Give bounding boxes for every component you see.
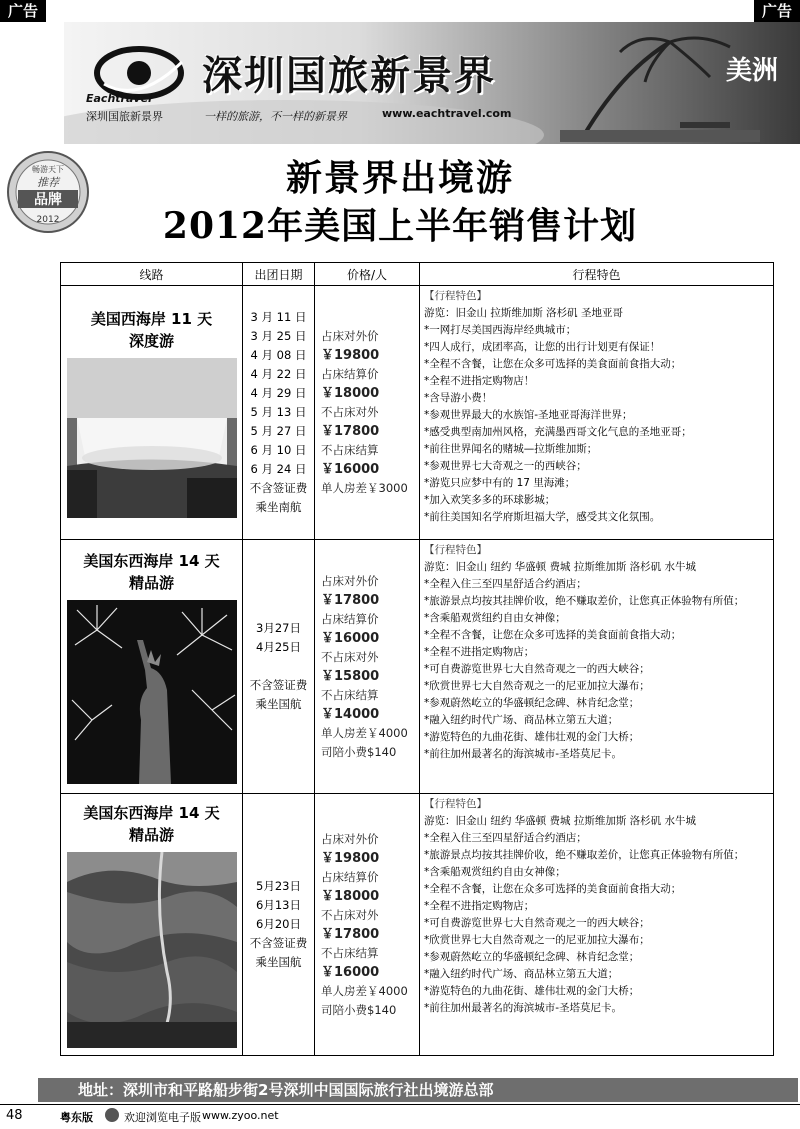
route-cell bbox=[61, 540, 243, 794]
ad-label-left: 广告 bbox=[0, 0, 46, 22]
departure-date: 5月23日 bbox=[256, 879, 301, 893]
feature-item: *融入纽约时代广场、商品林立第五大道； bbox=[424, 714, 619, 726]
route-name-line2: 精品游 bbox=[128, 825, 174, 844]
feature-item: *前往加州最著名的海滨城市-圣塔莫尼卡。 bbox=[424, 1002, 623, 1014]
price-label: 不占床结算 bbox=[321, 687, 379, 702]
feature-item: *一网打尽美国西海岸经典城市； bbox=[424, 324, 577, 336]
route-name-line1: 美国东西海岸 14 天 bbox=[83, 803, 220, 822]
departure-date: 3 月 25 日 bbox=[250, 329, 307, 343]
price-value: ￥19800 bbox=[321, 850, 380, 866]
feature-item: *全程不含餐，让您在众多可选择的美食面前食指大动； bbox=[424, 358, 682, 370]
features-cell bbox=[420, 286, 774, 540]
feature-item: *前往美国知名学府斯坦福大学，感受其文化氛围。 bbox=[424, 511, 661, 523]
departure-date: 6 月 24 日 bbox=[250, 462, 307, 476]
price-value: ￥16000 bbox=[321, 964, 380, 980]
departure-date: 5 月 13 日 bbox=[250, 405, 307, 419]
price-note: 司陪小费$140 bbox=[321, 1002, 397, 1017]
price-label: 不占床对外 bbox=[321, 907, 379, 922]
feature-item: *参观世界最大的水族馆-圣地亚哥海洋世界； bbox=[424, 409, 633, 421]
sales-plan-table bbox=[60, 262, 774, 1056]
feature-item: *前往世界闻名的赌城—拉斯维加斯； bbox=[424, 443, 598, 455]
airline-note: 乘坐南航 bbox=[255, 500, 302, 514]
feature-item: *含导游小费！ bbox=[424, 392, 493, 404]
price-label: 不占床结算 bbox=[321, 945, 379, 960]
feature-item: *欣赏世界七大自然奇观之一的尼亚加拉大瀑布； bbox=[424, 680, 650, 692]
visa-note: 不含签证费 bbox=[249, 936, 308, 950]
footer-url-link[interactable]: www.zyoo.net bbox=[202, 1109, 279, 1122]
price-value: ￥15800 bbox=[321, 668, 380, 684]
route-cell bbox=[61, 794, 243, 1056]
feature-item: *前往加州最著名的海滨城市-圣塔莫尼卡。 bbox=[424, 748, 623, 760]
route-name bbox=[61, 550, 242, 594]
visa-note: 不含签证费 bbox=[249, 678, 308, 692]
edition-label: 粤东版 bbox=[60, 1111, 93, 1124]
feature-item: *含乘船观赏纽约自由女神像； bbox=[424, 612, 566, 624]
departure-date: 6月20日 bbox=[256, 917, 301, 931]
price-label: 占床结算价 bbox=[321, 367, 379, 381]
feature-item: *可自费游览世界七大自然奇观之一的西大峡谷； bbox=[424, 663, 650, 675]
departure-date: 6 月 10 日 bbox=[250, 443, 307, 457]
footer-note: 欢迎浏览电子版 bbox=[124, 1111, 201, 1124]
price-label: 占床对外价 bbox=[321, 329, 379, 343]
edition-dot-icon bbox=[105, 1108, 119, 1122]
feature-item: *旅游景点均按其挂牌价收，绝不赚取差价，让您真正体验物有所值； bbox=[424, 595, 745, 607]
feature-item: *参观蔚然屹立的华盛顿纪念碑、林肯纪念堂； bbox=[424, 951, 640, 963]
badge-year: 2012 bbox=[36, 215, 60, 225]
column-header-dates: 出团日期 bbox=[243, 263, 315, 286]
features-header: 【行程特色】 bbox=[424, 798, 487, 810]
feature-item: *全程入住三至四星舒适合约酒店； bbox=[424, 578, 587, 590]
features-cell bbox=[420, 794, 774, 1056]
dates-cell bbox=[243, 794, 315, 1056]
table-row bbox=[61, 794, 774, 1056]
price-note: 司陪小费$140 bbox=[321, 744, 397, 759]
column-header-route: 线路 bbox=[61, 263, 243, 286]
feature-item: *全程不含餐，让您在众多可选择的美食面前食指大动； bbox=[424, 629, 682, 641]
brand-slogan: 一样的旅游，不一样的新景界 bbox=[204, 110, 347, 123]
feature-item: *可自费游览世界七大自然奇观之一的西大峡谷； bbox=[424, 917, 650, 929]
feature-item: *加入欢笑多多的环球影城； bbox=[424, 494, 556, 506]
column-header-price: 价格/人 bbox=[315, 263, 420, 286]
feature-item: *游览特色的九曲花街、雄伟壮观的金门大桥； bbox=[424, 731, 640, 743]
column-header-features: 行程特色 bbox=[420, 263, 774, 286]
table-row bbox=[61, 540, 774, 794]
page-number: 48 bbox=[6, 1108, 23, 1123]
price-label: 不占床对外 bbox=[321, 649, 379, 664]
price-label: 不占床对外 bbox=[321, 405, 379, 419]
badge-top-text: 畅游天下 bbox=[32, 165, 64, 174]
departure-date: 3月27日 bbox=[256, 621, 301, 635]
statue-of-liberty-fireworks-photo bbox=[67, 600, 237, 784]
price-note: 单人房差￥3000 bbox=[321, 481, 408, 495]
feature-item: 游览：旧金山 拉斯维加斯 洛杉矶 圣地亚哥 bbox=[424, 307, 624, 319]
departure-date: 6月13日 bbox=[256, 898, 301, 912]
feature-item: 游览：旧金山 纽约 华盛顿 费城 拉斯维加斯 洛杉矶 水牛城 bbox=[424, 815, 697, 827]
price-cell bbox=[315, 286, 420, 540]
price-value: ￥18000 bbox=[321, 888, 380, 904]
departure-date: 4 月 22 日 bbox=[250, 367, 307, 381]
table-row bbox=[61, 286, 774, 540]
price-cell bbox=[315, 540, 420, 794]
feature-item: *游览特色的九曲花街、雄伟壮观的金门大桥； bbox=[424, 985, 640, 997]
feature-item: *游览只应梦中有的 17 里海滩； bbox=[424, 477, 576, 489]
table-header-row bbox=[61, 263, 774, 286]
price-value: ￥17800 bbox=[321, 424, 380, 439]
departure-date: 4 月 29 日 bbox=[250, 386, 307, 400]
price-note: 单人房差￥4000 bbox=[321, 983, 408, 998]
palm-beach-icon bbox=[560, 32, 760, 142]
feature-item: *融入纽约时代广场、商品林立第五大道； bbox=[424, 968, 619, 980]
price-label: 占床对外价 bbox=[321, 831, 379, 846]
price-value: ￥19800 bbox=[321, 348, 380, 363]
route-name bbox=[61, 308, 242, 352]
feature-item: *全程不进指定购物店； bbox=[424, 900, 535, 912]
feature-item: *全程不含餐，让您在众多可选择的美食面前食指大动； bbox=[424, 883, 682, 895]
page-title: 新景界出境游 bbox=[285, 157, 514, 199]
departure-date: 4月25日 bbox=[256, 640, 301, 654]
price-label: 占床对外价 bbox=[321, 573, 379, 588]
page-subtitle: 2012年美国上半年销售计划 bbox=[162, 205, 638, 247]
visa-note: 不含签证费 bbox=[249, 481, 308, 495]
date-spacer bbox=[243, 657, 314, 676]
price-value: ￥17800 bbox=[321, 592, 380, 608]
feature-item: *全程入住三至四星舒适合约酒店； bbox=[424, 832, 587, 844]
price-value: ￥16000 bbox=[321, 630, 380, 646]
feature-item: *全程不进指定购物店； bbox=[424, 646, 535, 658]
price-label: 占床结算价 bbox=[321, 869, 379, 884]
badge-mid-text: 推荐 bbox=[37, 176, 59, 189]
route-name-line2: 深度游 bbox=[128, 331, 174, 350]
grand-canyon-photo bbox=[67, 852, 237, 1048]
route-cell bbox=[61, 286, 243, 540]
brand-chinese-name: 深圳国旅新景界 bbox=[202, 53, 496, 99]
route-name bbox=[61, 802, 242, 846]
price-value: ￥18000 bbox=[321, 386, 380, 401]
route-name-line2: 精品游 bbox=[128, 573, 174, 592]
header-banner bbox=[64, 22, 800, 144]
airline-note: 乘坐国航 bbox=[255, 697, 302, 711]
price-label: 不占床结算 bbox=[321, 443, 379, 457]
feature-item: *参观蔚然屹立的华盛顿纪念碑、林肯纪念堂； bbox=[424, 697, 640, 709]
footer-address: 地址：深圳市和平路船步街2号深圳中国国际旅行社出境游总部 bbox=[38, 1078, 798, 1102]
dates-cell bbox=[243, 286, 315, 540]
features-cell bbox=[420, 540, 774, 794]
dates-cell bbox=[243, 540, 315, 794]
price-value: ￥17800 bbox=[321, 926, 380, 942]
feature-item: *参观世界七大奇观之一的西峡谷； bbox=[424, 460, 587, 472]
brand-small-name: 深圳国旅新景界 bbox=[86, 110, 163, 123]
feature-item: *全程不进指定购物店！ bbox=[424, 375, 535, 387]
brand-english-name: Eachtravel bbox=[86, 92, 152, 105]
feature-item: *感受典型南加州风格，充满墨西哥文化气息的圣地亚哥； bbox=[424, 426, 692, 438]
departure-date: 5 月 27 日 bbox=[250, 424, 307, 438]
feature-item: 游览：旧金山 纽约 华盛顿 费城 拉斯维加斯 洛杉矶 水牛城 bbox=[424, 561, 697, 573]
footer-divider bbox=[0, 1104, 800, 1105]
route-name-line1: 美国东西海岸 14 天 bbox=[83, 551, 220, 570]
departure-date: 4 月 08 日 bbox=[250, 348, 307, 362]
region-label: 美洲 bbox=[725, 56, 778, 86]
badge-brand-text: 品牌 bbox=[34, 192, 62, 208]
price-note: 单人房差￥4000 bbox=[321, 725, 408, 740]
airline-note: 乘坐国航 bbox=[255, 955, 302, 969]
feature-item: *旅游景点均按其挂牌价收，绝不赚取差价，让您真正体验物有所值； bbox=[424, 849, 745, 861]
price-label: 占床结算价 bbox=[321, 611, 379, 626]
features-header: 【行程特色】 bbox=[424, 544, 487, 556]
feature-item: *四人成行，成团率高，让您的出行计划更有保证！ bbox=[424, 341, 661, 353]
brand-url: www.eachtravel.com bbox=[382, 107, 512, 120]
waterfall-photo bbox=[67, 358, 237, 518]
feature-item: *欣赏世界七大自然奇观之一的尼亚加拉大瀑布； bbox=[424, 934, 650, 946]
price-cell bbox=[315, 794, 420, 1056]
departure-date: 3 月 11 日 bbox=[250, 310, 307, 324]
features-header: 【行程特色】 bbox=[424, 290, 487, 302]
feature-item: *含乘船观赏纽约自由女神像； bbox=[424, 866, 566, 878]
price-value: ￥14000 bbox=[321, 706, 380, 722]
price-value: ￥16000 bbox=[321, 462, 380, 477]
route-name-line1: 美国西海岸 11 天 bbox=[90, 309, 213, 328]
ad-label-right: 广告 bbox=[754, 0, 800, 22]
